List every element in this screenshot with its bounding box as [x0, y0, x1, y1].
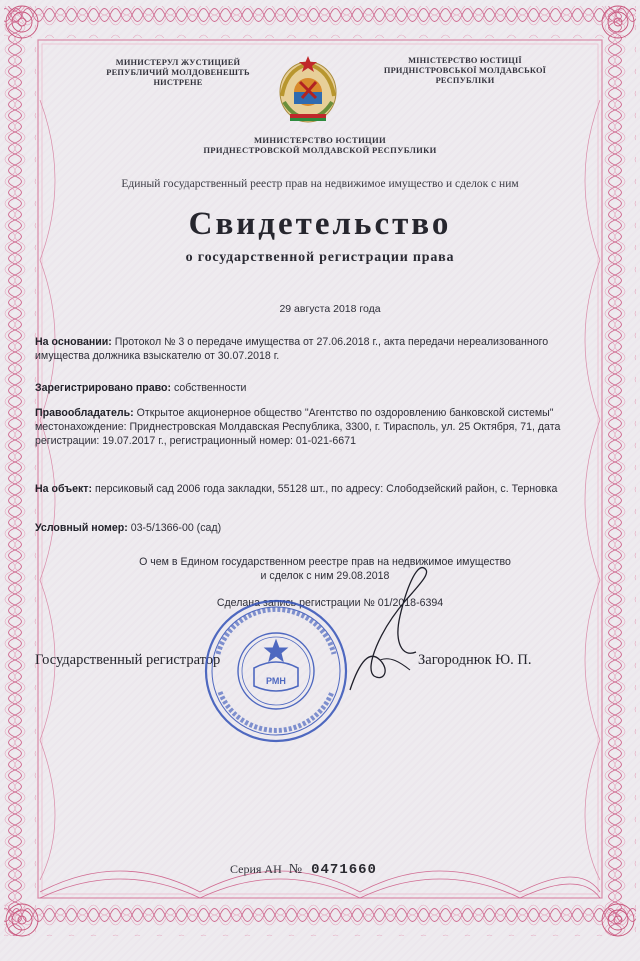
header-left-line: НИСТРЕНЕ	[153, 78, 203, 87]
series-number	[230, 862, 377, 878]
certificate-title: Свидетельство	[188, 206, 452, 242]
object-paragraph	[35, 482, 575, 496]
handwritten-signature-icon	[320, 560, 440, 700]
certificate-number: 0471660	[311, 862, 377, 878]
certificate-subtitle: о государственной регистрации права	[185, 250, 455, 265]
cond-text: 03-5/1366-00 (сад)	[130, 522, 222, 534]
header-ministry-russian	[130, 135, 510, 155]
number-sign: №	[288, 862, 303, 877]
holder-text: Открытое акционерное общество "Агентство по оздоровлению банковской системы" местонахождение: Приднестровская Молдавская Республика, 3300, г. Тирасполь, ул. 25 Октября, 71, дата регистрации: 19.07.2017 г., регистрационный номер: 01-021-6671	[35, 407, 561, 447]
holder-paragraph	[35, 406, 575, 448]
registry-name: Единый государственный реестр прав на недвижимое имущество и сделок с ним	[121, 178, 519, 190]
holder-label: Правообладатель:	[35, 407, 134, 419]
right-label: Зарегистрировано право:	[35, 382, 172, 394]
header-right-line: ПРИДНІСТРОВСЬКОЇ МОЛДАВСЬКОЇ	[383, 66, 547, 75]
header-left-line: МИНИСТЕРУЛ ЖУСТИЦИЕЙ	[115, 58, 241, 67]
basis-text: Протокол № 3 о передаче имущества от 27.06.2018 г., акта передачи нереализованного имущества должника взыскателю от 30.07.2018 г.	[35, 336, 549, 362]
state-coat-of-arms-icon	[272, 52, 344, 128]
basis-paragraph	[35, 335, 575, 363]
ministry-line: МИНИСТЕРСТВО ЮСТИЦИИ	[253, 135, 387, 145]
ministry-line: ПРИДНЕСТРОВСКОЙ МОЛДАВСКОЙ РЕСПУБЛИКИ	[203, 145, 437, 155]
header-right-line: РЕСПУБЛІКИ	[435, 76, 495, 85]
registrar-name: Загороднюк Ю. П.	[418, 652, 532, 668]
object-text: персиковый сад 2006 года закладки, 55128 шт., по адресу: Слободзейский район, с. Терновка	[94, 483, 558, 495]
registrar-label: Государственный регистратор	[35, 652, 221, 668]
header-right-line: МІНІСТЕРСТВО ЮСТИЦІЇ	[408, 56, 522, 65]
series-label: Серия АН	[230, 862, 282, 876]
header-right-ukrainian	[360, 56, 570, 86]
conditional-number-paragraph	[35, 521, 575, 535]
stamp-center-text: РМН	[266, 676, 286, 686]
header-left-line: РЕПУБЛИЧИЙ МОЛДОВЕНЕШТЬ	[106, 68, 250, 77]
header-left-moldovan	[78, 58, 278, 88]
cond-label: Условный номер:	[35, 522, 128, 534]
registered-right-paragraph	[35, 381, 575, 395]
registration-record: Сделана запись регистрации № 01/2018-6394	[216, 597, 444, 609]
object-label: На объект:	[35, 483, 92, 495]
notice-line: и сделок с ним 29.08.2018	[260, 570, 390, 582]
basis-label: На основании:	[35, 336, 112, 348]
issue-date: 29 августа 2018 года	[279, 303, 381, 315]
notice-line: О чем в Едином государственном реестре прав на недвижимое имущество	[139, 556, 511, 568]
right-text: собственности	[174, 382, 247, 394]
